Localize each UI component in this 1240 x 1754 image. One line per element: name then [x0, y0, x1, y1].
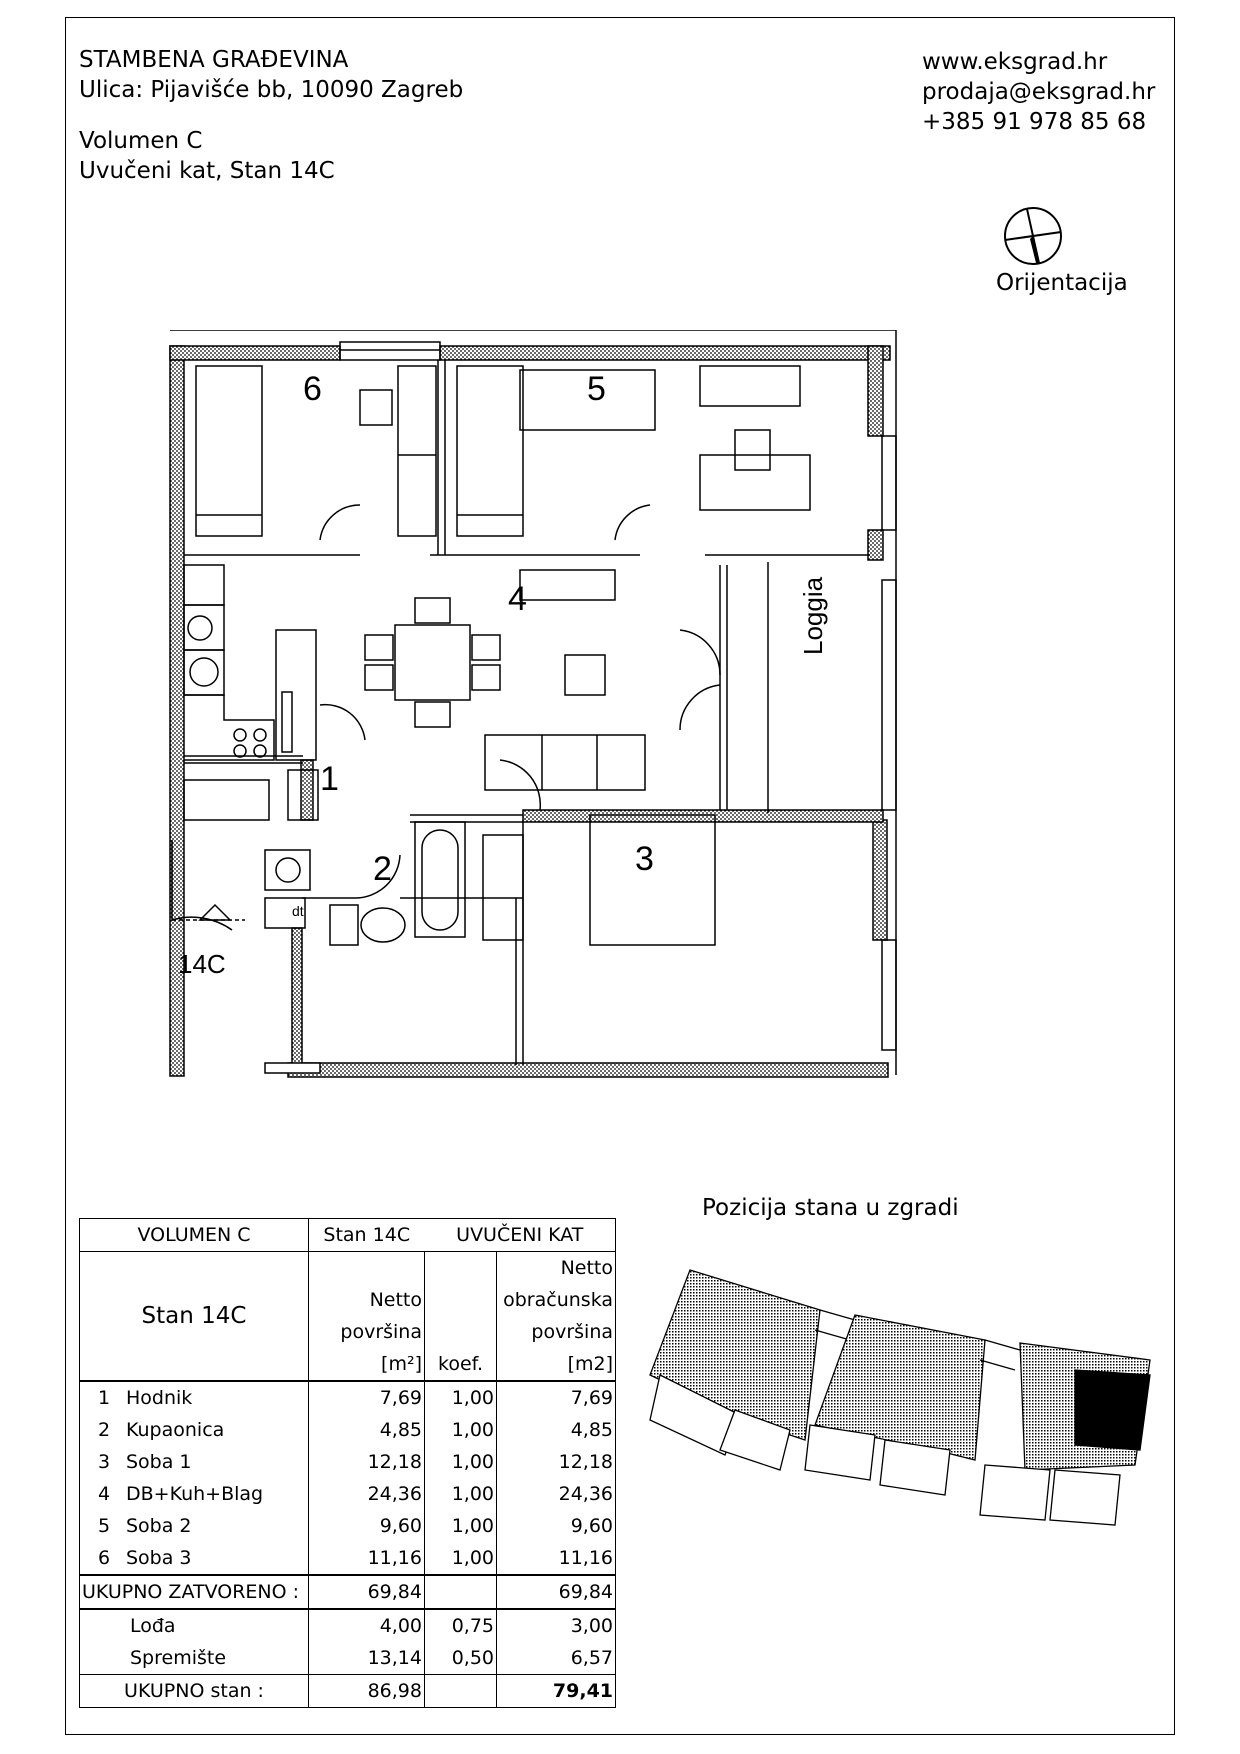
building-position-diagram [645, 1265, 1165, 1595]
washer-label: dt [292, 903, 304, 919]
row-name [80, 1542, 309, 1575]
apartment-label: Uvučeni kat, Stan 14C [79, 158, 335, 184]
extra-calc: 6,57 [497, 1642, 616, 1675]
row-name [80, 1446, 309, 1478]
table-title-volume: VOLUMEN C [80, 1219, 309, 1252]
row-calc: 12,18 [497, 1446, 616, 1478]
row-number: 6 [97, 1547, 111, 1569]
volume-label: Volumen C [79, 128, 203, 154]
row-label: Soba 1 [126, 1451, 192, 1473]
table-row [80, 1609, 616, 1642]
email-link[interactable]: prodaja@eksgrad.hr [922, 79, 1156, 105]
building-title: STAMBENA GRAĐEVINA [79, 47, 349, 73]
row-label: Hodnik [126, 1387, 193, 1409]
col-net-1: Netto [309, 1284, 425, 1316]
row-label: Soba 2 [126, 1515, 192, 1537]
table-title-floor: UVUČENI KAT [425, 1219, 616, 1252]
area-table [79, 1218, 616, 1708]
row-coef: 1,00 [425, 1542, 497, 1575]
table-row [80, 1642, 616, 1675]
row-calc: 9,60 [497, 1510, 616, 1542]
room-number-5: 5 [587, 370, 606, 408]
row-coef: 1,00 [425, 1446, 497, 1478]
row-net: 24,36 [309, 1478, 425, 1510]
extra-net: 13,14 [309, 1642, 425, 1675]
row-number: 5 [97, 1515, 111, 1537]
col-calc-3: površina [497, 1316, 616, 1348]
website-link[interactable]: www.eksgrad.hr [922, 49, 1108, 75]
row-net: 9,60 [309, 1510, 425, 1542]
col-coef: koef. [425, 1348, 497, 1381]
col-net-2: površina [309, 1316, 425, 1348]
total-calc: 79,41 [497, 1675, 616, 1708]
closed-total-label: UKUPNO ZATVORENO : [80, 1575, 309, 1609]
row-name [80, 1478, 309, 1510]
table-row [80, 1446, 616, 1478]
col-calc-unit: [m2] [497, 1348, 616, 1381]
row-label: DB+Kuh+Blag [126, 1483, 264, 1505]
closed-total-net: 69,84 [309, 1575, 425, 1609]
room-number-1: 1 [320, 760, 339, 798]
extra-label: Spremište [80, 1642, 309, 1675]
row-net: 12,18 [309, 1446, 425, 1478]
position-title: Pozicija stana u zgradi [702, 1195, 959, 1221]
row-number: 2 [97, 1419, 111, 1441]
room-number-4: 4 [508, 580, 527, 618]
row-calc: 24,36 [497, 1478, 616, 1510]
table-apartment-name: Stan 14C [80, 1252, 309, 1382]
table-title-apartment: Stan 14C [309, 1219, 425, 1252]
compass-icon [1002, 205, 1064, 267]
entrance-label: 14C [178, 949, 226, 979]
row-number: 3 [97, 1451, 111, 1473]
room-number-3: 3 [635, 840, 654, 878]
room-number-2: 2 [373, 850, 392, 888]
extra-coef: 0,50 [425, 1642, 497, 1675]
header-right [922, 47, 1155, 137]
row-name [80, 1381, 309, 1414]
row-label: Kupaonica [126, 1419, 225, 1441]
total-net: 86,98 [309, 1675, 425, 1708]
row-calc: 4,85 [497, 1414, 616, 1446]
extra-calc: 3,00 [497, 1609, 616, 1642]
table-row [80, 1510, 616, 1542]
row-number: 4 [97, 1483, 111, 1505]
col-calc-1: Netto [497, 1252, 616, 1285]
header-left [79, 45, 463, 186]
orientation-label: Orijentacija [996, 270, 1128, 296]
phone-number: +385 91 978 85 68 [922, 109, 1147, 135]
row-coef: 1,00 [425, 1414, 497, 1446]
table-row [80, 1478, 616, 1510]
floor-plan [160, 330, 920, 1110]
address: Ulica: Pijavišće bb, 10090 Zagreb [79, 77, 464, 103]
closed-total-calc: 69,84 [497, 1575, 616, 1609]
row-coef: 1,00 [425, 1478, 497, 1510]
col-net-unit: [m²] [309, 1348, 425, 1381]
row-name [80, 1414, 309, 1446]
table-row [80, 1414, 616, 1446]
table-row [80, 1542, 616, 1575]
row-number: 1 [97, 1387, 111, 1409]
table-extra-rows [80, 1609, 616, 1675]
row-label: Soba 3 [126, 1547, 192, 1569]
table-rows [80, 1381, 616, 1575]
row-coef: 1,00 [425, 1510, 497, 1542]
row-calc: 7,69 [497, 1381, 616, 1414]
total-label: UKUPNO stan : [80, 1675, 309, 1708]
col-calc-2: obračunska [497, 1284, 616, 1316]
extra-net: 4,00 [309, 1609, 425, 1642]
row-net: 7,69 [309, 1381, 425, 1414]
row-calc: 11,16 [497, 1542, 616, 1575]
row-name [80, 1510, 309, 1542]
extra-label: Lođa [80, 1609, 309, 1642]
loggia-label: Loggia [798, 576, 828, 655]
table-row [80, 1381, 616, 1414]
extra-coef: 0,75 [425, 1609, 497, 1642]
row-net: 11,16 [309, 1542, 425, 1575]
row-coef: 1,00 [425, 1381, 497, 1414]
room-number-6: 6 [303, 370, 322, 408]
row-net: 4,85 [309, 1414, 425, 1446]
